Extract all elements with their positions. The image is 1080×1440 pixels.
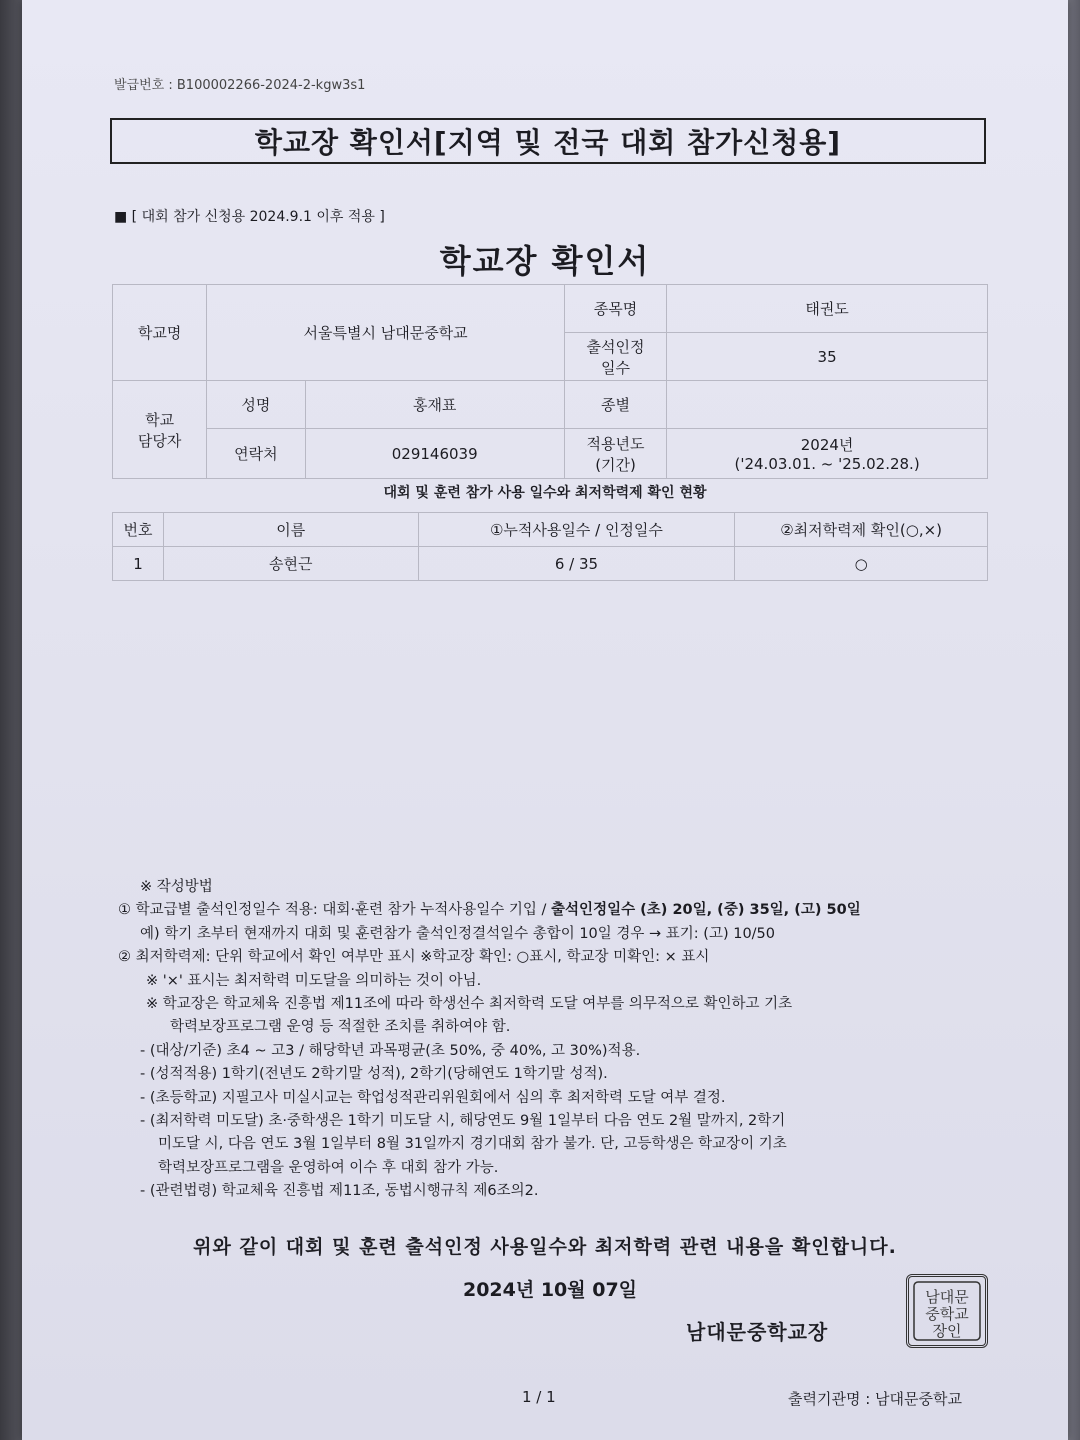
year-label-line2: (기간) <box>595 455 636 474</box>
school-label: 학교명 <box>113 285 207 381</box>
writing-method <box>118 876 998 1204</box>
output-organization: 출력기관명 : 남대문중학교 <box>788 1390 962 1408</box>
row-number: 1 <box>113 547 164 581</box>
document-title: 학교장 확인서 <box>439 242 651 280</box>
method-line-12: 학력보장프로그램을 운영하여 이수 후 대회 참가 가능. <box>158 1159 499 1176</box>
method-line-13: - (관련법령) 학교체육 진흥법 제11조, 동법시행규칙 제6조의2. <box>140 1183 539 1200</box>
status-table <box>112 512 988 581</box>
contact-label: 연락처 <box>207 429 305 479</box>
method-line-4: ※ '×' 표시는 최저학력 미도달을 의미하는 것이 아님. <box>146 972 482 989</box>
manager-label-line1: 학교 <box>145 410 175 429</box>
table-row <box>113 547 988 581</box>
sport-label: 종목명 <box>564 285 666 333</box>
manager-label <box>113 381 207 479</box>
method-line-3: ② 최저학력제: 단위 학교에서 확인 여부만 표시 ※학교장 확인: ○표시, 학교장 미확인: × 표시 <box>118 949 710 966</box>
category-label: 종별 <box>564 381 666 429</box>
method-line-5: ※ 학교장은 학교체육 진흥법 제11조에 따라 학생선수 최저학력 도달 여부를 의무적으로 확인하고 기초 <box>146 996 793 1013</box>
year-label-line1: 적용년도 <box>586 434 645 453</box>
issue-number: 발급번호 : B100002266-2024-2-kgw3s1 <box>114 78 366 93</box>
attendance-label <box>564 333 666 381</box>
year-value-line1: 2024년 <box>800 436 854 454</box>
category-value <box>667 381 988 429</box>
official-seal <box>906 1274 988 1348</box>
method-line-9: - (초등학교) 지필고사 미실시교는 학업성적관리위원회에서 심의 후 최저학력 도달 여부 결정. <box>140 1089 726 1106</box>
method-line-7: - (대상/기준) 초4 ~ 고3 / 해당학년 과목평균(초 50%, 중 40%, 고 30%)적용. <box>140 1042 641 1059</box>
sport-value: 태권도 <box>667 285 988 333</box>
svg-text:남대문: 남대문 <box>925 1288 969 1306</box>
name-value: 홍재표 <box>305 381 564 429</box>
method-line-1b: 출석인정일수 (초) 20일, (중) 35일, (고) 50일 <box>551 902 861 919</box>
svg-text:중학교: 중학교 <box>925 1305 969 1323</box>
row-min-academic: ○ <box>735 547 988 581</box>
year-value <box>667 429 988 479</box>
school-value: 서울특별시 남대문중학교 <box>207 285 565 381</box>
header-number: 번호 <box>113 513 164 547</box>
method-line-10: - (최저학력 미도달) 초·중학생은 1학기 미도달 시, 해당연도 9월 1일부터 다음 연도 2월 말까지, 2학기 <box>140 1113 786 1130</box>
method-line-1 <box>118 899 998 922</box>
method-line-2: 예) 학기 초부터 현재까지 대회 및 훈련참가 출석인정결석일수 총합이 10일 경우 → 표기: (고) 10/50 <box>140 925 776 942</box>
method-line-11: 미도달 시, 다음 연도 3월 1일부터 8월 31일까지 경기대회 참가 불가. 단, 고등학생은 학교장이 기초 <box>158 1136 787 1153</box>
header-name: 이름 <box>163 513 418 547</box>
principal-name: 남대문중학교장 <box>686 1320 829 1344</box>
banner-title <box>110 118 986 164</box>
status-title: 대회 및 훈련 참가 사용 일수와 최저학력제 확인 현황 <box>383 485 707 501</box>
row-days: 6 / 35 <box>418 547 735 581</box>
issue-date: 2024년 10월 07일 <box>462 1279 638 1301</box>
method-line-8: - (성적적용) 1학기(전년도 2학기말 성적), 2학기(당해연도 1학기말 성적). <box>140 1066 608 1083</box>
status-table-header <box>113 513 988 547</box>
row-name: 송현근 <box>163 547 418 581</box>
year-label <box>564 429 666 479</box>
document-sheet <box>22 0 1068 1440</box>
attendance-value: 35 <box>667 333 988 381</box>
banner-title-text: 학교장 확인서[지역 및 전국 대회 참가신청용] <box>254 126 842 159</box>
svg-text:장인: 장인 <box>932 1322 962 1340</box>
manager-label-line2: 담당자 <box>137 431 182 450</box>
attendance-label-line1: 출석인정 <box>586 337 645 356</box>
seal-icon <box>912 1280 982 1342</box>
method-line-1a: ① 학교급별 출석인정일수 적용: 대회·훈련 참가 누적사용일수 기입 / <box>118 902 552 919</box>
header-min-academic: ②최저학력제 확인(○,×) <box>735 513 988 547</box>
method-title: ※ 작성방법 <box>140 879 213 895</box>
confirmation-statement: 위와 같이 대회 및 훈련 출석인정 사용일수와 최저학력 관련 내용을 확인합니다. <box>193 1236 897 1258</box>
school-info-table <box>112 284 988 479</box>
name-label: 성명 <box>207 381 305 429</box>
application-note: ■ [ 대회 참가 신청용 2024.9.1 이후 적용 ] <box>114 209 385 225</box>
year-value-line2: ('24.03.01. ~ '25.02.28.) <box>734 455 920 473</box>
method-line-6: 학력보장프로그램 운영 등 적절한 조치를 취하여야 함. <box>170 1019 511 1036</box>
page-number: 1 / 1 <box>522 1388 556 1406</box>
attendance-label-line2: 일수 <box>601 358 631 377</box>
header-days: ①누적사용일수 / 인정일수 <box>418 513 735 547</box>
contact-value: 029146039 <box>305 429 564 479</box>
